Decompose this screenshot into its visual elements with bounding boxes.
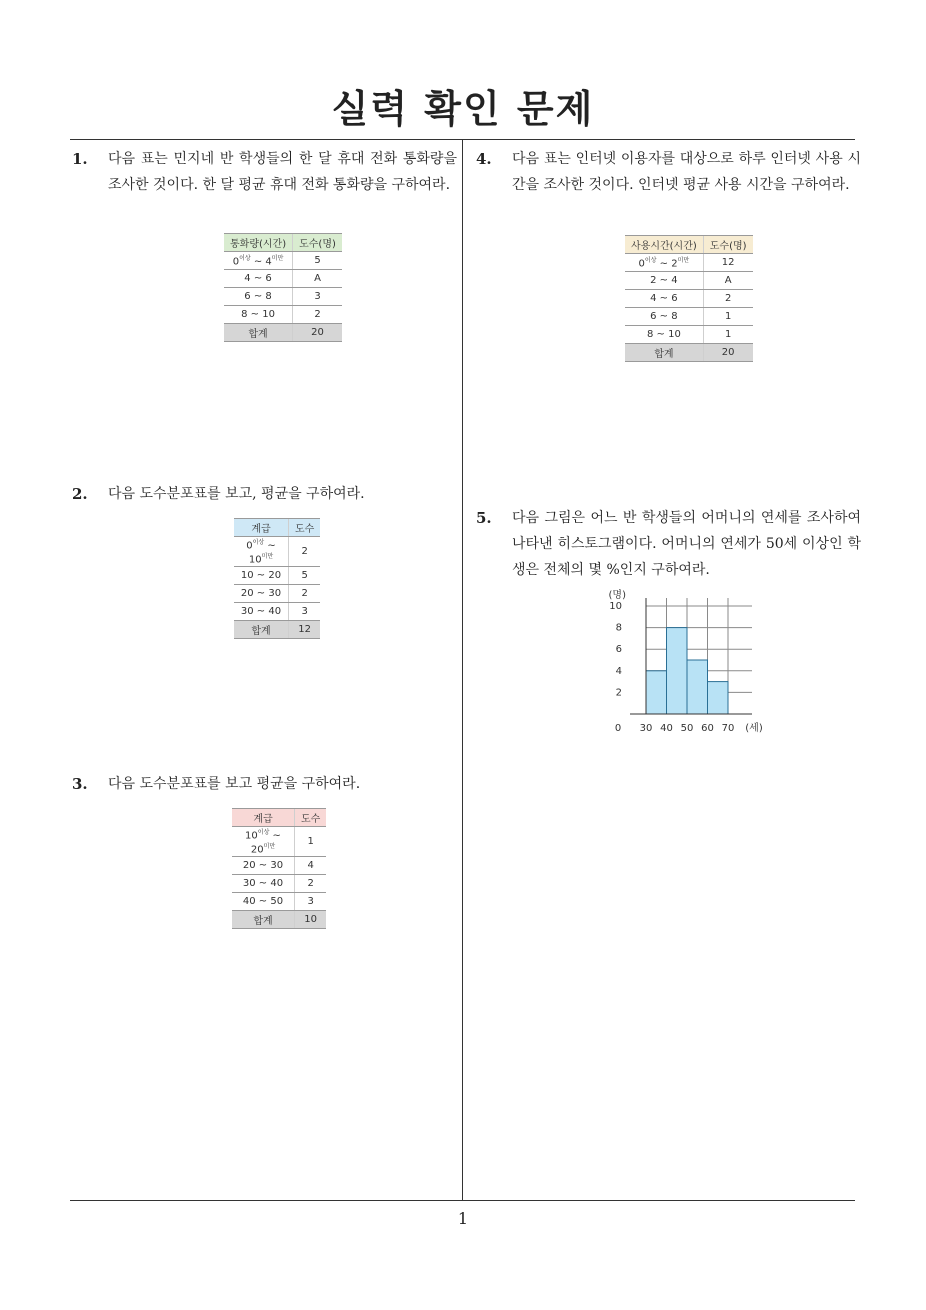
- x-axis-label: (세): [745, 723, 763, 734]
- x-tick-label: 0: [614, 723, 622, 734]
- problem-3: [72, 771, 457, 797]
- table-row: 20 ~ 30 4: [232, 856, 326, 874]
- table-row: 6 ~ 8 3: [224, 288, 342, 306]
- table-row: $10^{이상}$ ~ $20^{미만}$ 1: [232, 827, 326, 857]
- problem-text: 다음 도수분포표를 보고 평균을 구하여라.: [108, 776, 361, 792]
- frequency-table-4: [625, 235, 753, 362]
- table-row: 2 ~ 4 A: [625, 272, 753, 290]
- col-header: 사용시간(시간): [625, 236, 703, 254]
- y-axis-label: (명): [608, 590, 626, 601]
- table-total-row: 합계 12: [234, 620, 320, 638]
- table-row: 20 ~ 30 2: [234, 584, 320, 602]
- frequency-table-1: [224, 233, 342, 342]
- bottom-rule: [70, 1200, 855, 1201]
- y-tick-label: 6: [615, 644, 622, 656]
- table-total-row: 합계 20: [224, 324, 342, 342]
- x-tick-label: 40: [660, 723, 673, 734]
- col-header: 계급: [234, 519, 289, 537]
- col-header: 도수: [289, 519, 321, 537]
- col-header: 통화량(시간): [224, 234, 293, 252]
- table-row: 4 ~ 6 A: [224, 270, 342, 288]
- table-row: 30 ~ 40 2: [232, 874, 326, 892]
- table-row: 10 ~ 20 5: [234, 566, 320, 584]
- problem-number: 3.: [72, 775, 88, 793]
- x-tick-label: 30: [639, 723, 653, 734]
- problem-text: 다음 표는 민지네 반 학생들의 한 달 휴대 전화 통화량을 조사한 것이다. 한 달 평균 휴대 전화 통화량을 구하여라.: [108, 151, 457, 193]
- problem-number: 5.: [476, 509, 492, 527]
- table-row: $0^{이상}$ ~ $2^{미만}$ 12: [625, 254, 753, 272]
- table-row: 6 ~ 8 1: [625, 308, 753, 326]
- x-tick-label: 50: [680, 723, 694, 734]
- table-row: 40 ~ 50 3: [232, 892, 326, 910]
- histogram-bar: [687, 660, 708, 714]
- column-divider: [462, 139, 463, 1201]
- frequency-table-3: [232, 808, 326, 929]
- table-row: 30 ~ 40 3: [234, 602, 320, 620]
- x-tick-label: 60: [701, 723, 714, 734]
- table-total-row: 합계 10: [232, 910, 326, 928]
- problem-5: [476, 505, 861, 583]
- col-header: 도수: [295, 809, 327, 827]
- problem-text: 다음 도수분포표를 보고, 평균을 구하여라.: [108, 486, 365, 502]
- problem-1: [72, 146, 457, 198]
- problem-text: 다음 그림은 어느 반 학생들의 어머니의 연세를 조사하여 나타낸 히스토그램이다. 어머니의 연세가 50세 이상인 학생은 전체의 몇 %인지 구하여라.: [512, 510, 861, 578]
- col-header: 도수(명): [293, 234, 342, 252]
- frequency-table-2: [234, 518, 320, 639]
- x-tick-label: 70: [721, 723, 735, 734]
- problem-2: [72, 481, 457, 507]
- y-tick-label: 4: [615, 665, 622, 677]
- table-row: 8 ~ 10 1: [625, 326, 753, 344]
- y-tick-label: 2: [615, 687, 622, 699]
- y-tick-label: 8: [615, 622, 622, 634]
- y-tick-label: 10: [609, 601, 622, 612]
- col-header: 도수(명): [703, 236, 752, 254]
- histogram-bar: [646, 671, 667, 714]
- table-row: 4 ~ 6 2: [625, 290, 753, 308]
- histogram-chart: [600, 584, 770, 740]
- problem-number: 2.: [72, 485, 88, 503]
- histogram-bar: [667, 628, 688, 714]
- problem-4: [476, 146, 861, 198]
- problem-number: 4.: [476, 150, 492, 168]
- problem-number: 1.: [72, 150, 88, 168]
- histogram-bar: [708, 682, 729, 714]
- table-row: 8 ~ 10 2: [224, 306, 342, 324]
- table-total-row: 합계 20: [625, 344, 753, 362]
- table-row: $0^{이상}$ ~ $10^{미만}$ 2: [234, 537, 320, 567]
- col-header: 계급: [232, 809, 295, 827]
- page-number: 1: [457, 1209, 469, 1228]
- page-title: 실력 확인 문제: [331, 87, 595, 131]
- problem-text: 다음 표는 인터넷 이용자를 대상으로 하루 인터넷 사용 시간을 조사한 것이다. 인터넷 평균 사용 시간을 구하여라.: [512, 151, 861, 193]
- table-row: $0^{이상}$ ~ $4^{미만}$ 5: [224, 252, 342, 270]
